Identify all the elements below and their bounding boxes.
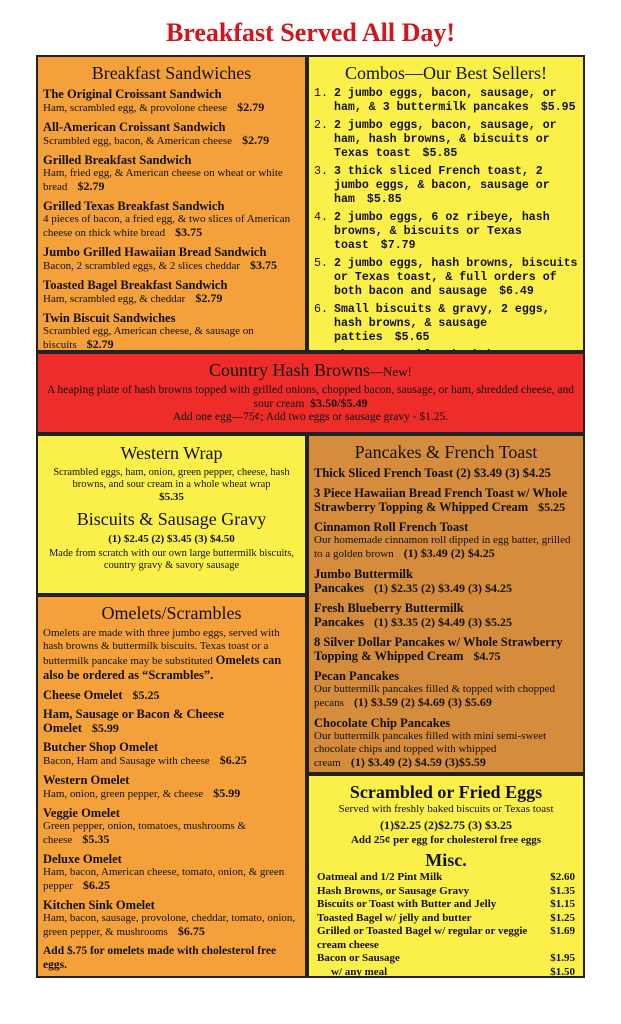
pancake-desc-line (314, 534, 578, 561)
omelet-name: Ham, Sausage or Bacon & Cheese Omelet (43, 707, 225, 735)
omelets-panel (36, 595, 307, 978)
pancake-desc-line (314, 683, 578, 710)
sandwich-price: $3.75 (175, 225, 203, 239)
combo-number: 1. (314, 87, 328, 100)
sandwich-item (43, 199, 300, 240)
pancake-item (314, 567, 578, 595)
pancake-name-line (314, 466, 578, 480)
hash-browns-panel (36, 352, 585, 434)
omelet-price: $5.99 (213, 786, 241, 800)
combo-text: 2 jumbo eggs, hash browns, biscuits or Texas toast, & full orders of both bacon and sausage (334, 257, 578, 298)
eggs-heading: Scrambled or Fried Eggs (349, 782, 543, 802)
pancake-list (314, 466, 578, 770)
combo-price: $7.79 (380, 239, 416, 252)
misc-name: Hash Browns, or Sausage Gravy (317, 884, 470, 897)
sandwich-name: Grilled Texas Breakfast Sandwich (43, 199, 225, 213)
omelet-price: $6.25 (82, 878, 110, 892)
sandwich-name: Grilled Breakfast Sandwich (43, 153, 192, 167)
pancake-price: (1) $3.49 (2) $4.25 (403, 546, 495, 560)
omelet-price: $6.25 (219, 753, 247, 767)
omelet-name: Butcher Shop Omelet (43, 740, 159, 754)
omelet-list (43, 688, 300, 939)
combo-item (314, 165, 578, 207)
combo-text: 3 thick sliced French toast, 2 jumbo eggs, & bacon, sausage or ham (334, 165, 550, 206)
omelet-name-line (43, 806, 300, 820)
eggs-prices: (1)$2.25 (2)$2.75 (3) $3.25 (380, 818, 512, 832)
eggs-misc-panel (307, 774, 585, 978)
sandwich-desc: Scrambled egg, bacon, & American cheese (43, 135, 233, 147)
misc-item (317, 952, 575, 966)
pancake-price: $5.25 (538, 500, 566, 514)
pancake-item (314, 635, 578, 663)
omelet-name: Veggie Omelet (43, 806, 120, 820)
omelet-price: $5.35 (82, 832, 110, 846)
pancake-price: $4.75 (473, 649, 501, 663)
breakfast-sandwiches-panel (36, 55, 307, 352)
misc-item (317, 871, 575, 885)
combo-item (314, 87, 578, 115)
hash-browns-heading: Country Hash Browns (209, 360, 371, 380)
biscuits-desc: Made from scratch with our own large buttermilk biscuits, country gravy & savory sausage (48, 548, 295, 571)
hash-browns-desc: A heaping plate of hash browns topped with grilled onions, chopped bacon, sausage, or ham, shredded cheese, and sour cream (47, 384, 574, 410)
combo-text: 2 jumbo eggs, bacon, sausage, or ham, hash browns, & biscuits or Texas toast (334, 119, 557, 160)
pancake-item (314, 601, 578, 629)
wrap-heading: Western Wrap (120, 443, 223, 463)
omelet-item (43, 852, 300, 893)
omelet-desc: Ham, bacon, American cheese, tomato, onion, & green pepper (43, 866, 285, 892)
sandwich-desc: Ham, fried egg, & American cheese on wheat or white bread (43, 167, 283, 193)
omelet-item (43, 740, 300, 768)
combo-price: $5.65 (394, 331, 430, 344)
misc-price: $1.25 (550, 911, 575, 924)
eggs-sub: Served with freshly baked biscuits or Texas toast (338, 803, 554, 815)
omelet-name: Deluxe Omelet (43, 852, 122, 866)
misc-price: $1.35 (550, 884, 575, 897)
misc-name: Oatmeal and 1/2 Pint Milk (317, 871, 443, 883)
misc-price: $2.60 (550, 871, 575, 883)
pancake-desc: Our buttermilk pancakes filled & topped with chopped pecans (314, 683, 556, 709)
pancake-item (314, 486, 578, 514)
omelet-name: Western Omelet (43, 773, 130, 787)
pancake-name: 8 Silver Dollar Pancakes w/ Whole Strawberry Topping & Whipped Cream (314, 635, 563, 663)
sandwich-price: $2.79 (242, 133, 270, 147)
combo-body (334, 87, 578, 115)
misc-list (317, 871, 575, 978)
eggs-addon: Add 25¢ per egg for cholesterol free eggs (350, 834, 542, 846)
sandwich-price: $3.75 (250, 258, 278, 272)
pancake-name-line (314, 716, 578, 730)
pancake-name-line (314, 601, 578, 629)
combos-panel (307, 55, 585, 352)
omelet-desc-line (43, 820, 300, 847)
misc-name: Grilled or Toasted Bagel w/ regular or veggie cream cheese (317, 925, 528, 951)
omelet-name-line (43, 688, 300, 702)
combo-text: 2 jumbo eggs, 6 oz ribeye, hash browns, & biscuits or Texas toast (334, 211, 550, 252)
omelets-heading: Omelets/Scrambles (101, 603, 242, 623)
omelets-footer: Add $.75 for omelets made with cholesterol free eggs. (43, 945, 277, 971)
combo-number: 2. (314, 119, 328, 132)
combo-body (334, 257, 578, 299)
sandwich-desc: Ham, scrambled egg, & provolone cheese (43, 102, 228, 114)
combo-item (314, 211, 578, 253)
hash-browns-price: $3.50/$5.49 (310, 396, 368, 410)
omelet-desc: Ham, bacon, sausage, provolone, cheddar, tomato, onion, green pepper, & mushrooms (43, 912, 296, 938)
omelet-desc-line (43, 754, 300, 768)
combo-number: 5. (314, 257, 328, 270)
pancake-name: Jumbo Buttermilk Pancakes (314, 567, 413, 595)
omelet-name-line (43, 852, 300, 866)
omelets-intro-bold: Omelets can also be ordered as “Scrambles”. (43, 653, 282, 682)
omelet-price: $5.25 (132, 688, 160, 702)
pancake-item (314, 669, 578, 710)
pancake-name-line (314, 520, 578, 534)
biscuits-prices: (1) $2.45 (2) $3.45 (3) $4.50 (108, 533, 235, 545)
pancake-price: (1) $3.35 (2) $4.49 (3) $5.25 (374, 615, 512, 629)
combo-price: $5.85 (366, 193, 402, 206)
pancake-price: (1) $3.49 (2) $4.59 (3)$5.59 (350, 755, 486, 769)
omelet-name-line (43, 740, 300, 754)
pancake-name: Cinnamon Roll French Toast (314, 520, 469, 534)
combo-body (334, 165, 578, 207)
sandwich-desc-line (43, 213, 300, 240)
pancake-name-line (314, 635, 578, 663)
sandwich-item (43, 87, 300, 115)
omelet-desc-line (43, 866, 300, 893)
combo-item (314, 303, 578, 345)
combo-price: $5.85 (422, 147, 458, 160)
combos-heading: Combos—Our Best Sellers! (345, 63, 547, 83)
sandwich-name: The Original Croissant Sandwich (43, 87, 222, 101)
sandwich-desc: Bacon, 2 scrambled eggs, & 2 slices cheddar (43, 260, 241, 272)
pancake-desc-line (314, 730, 578, 770)
sandwich-item (43, 245, 300, 273)
pancake-name-line (314, 486, 578, 514)
pancake-name-line (314, 567, 578, 595)
combo-text: Small biscuits & gravy, 2 eggs, hash browns, & sausage patties (334, 303, 550, 344)
pancake-item (314, 466, 578, 480)
pancake-name-line (314, 669, 578, 683)
sandwich-desc: 4 pieces of bacon, a fried egg, & two slices of American cheese on thick white bread (43, 213, 291, 239)
sandwich-desc: Ham, scrambled egg, & cheddar (43, 293, 186, 305)
omelet-item (43, 707, 300, 735)
pancake-desc: Our homemade cinnamon roll dipped in egg batter, grilled to a golden brown (314, 534, 571, 560)
omelet-name-line (43, 898, 300, 912)
new-tag: —New! (370, 364, 412, 379)
misc-item (317, 925, 575, 952)
combo-number: 4. (314, 211, 328, 224)
misc-item (317, 898, 575, 912)
hash-browns-addon: Add one egg—75¢; Add two eggs or sausage gravy - $1.25. (172, 411, 449, 423)
sandwich-name: Toasted Bagel Breakfast Sandwich (43, 278, 228, 292)
sandwich-price: $2.79 (86, 337, 114, 351)
omelet-name-line (43, 707, 300, 735)
omelet-item (43, 773, 300, 801)
omelet-price: $6.75 (177, 924, 205, 938)
combo-body (334, 303, 578, 345)
sandwich-item (43, 278, 300, 306)
omelet-item (43, 688, 300, 702)
misc-name: Toasted Bagel w/ jelly and butter (317, 911, 472, 924)
sandwich-price: $2.79 (77, 179, 105, 193)
page-title: Breakfast Served All Day! (165, 18, 456, 47)
sandwich-desc: Scrambled egg, American cheese, & sausage on biscuits (43, 325, 254, 351)
omelet-desc-line (43, 787, 300, 801)
pancakes-heading: Pancakes & French Toast (354, 442, 538, 462)
omelet-name: Kitchen Sink Omelet (43, 898, 155, 912)
pancake-desc: Our buttermilk pancakes filled with mini semi-sweet chocolate chips and topped with whipped cream (314, 730, 547, 769)
sandwich-price: $2.79 (195, 291, 223, 305)
sandwich-item (43, 153, 300, 194)
combo-list (314, 87, 578, 352)
wrap-biscuits-panel (36, 434, 307, 595)
sandwich-item (43, 120, 300, 148)
omelet-price: $5.99 (91, 721, 119, 735)
misc-item (317, 885, 575, 899)
sandwich-desc-line (43, 101, 300, 115)
pancake-name: Pecan Pancakes (314, 669, 400, 683)
combo-text: 2 jumbo eggs, bacon, sausage, or ham, & 3 buttermilk pancakes (334, 87, 557, 114)
pancake-item (314, 716, 578, 770)
misc-price: $1.15 (550, 898, 575, 910)
pancake-price: (1) $3.59 (2) $4.69 (3) $5.69 (353, 695, 492, 709)
misc-price: $1.95 (550, 952, 575, 964)
misc-item (317, 912, 575, 926)
pancake-item (314, 520, 578, 561)
misc-name: Bacon or Sausage (317, 952, 400, 964)
sandwich-desc-line (43, 167, 300, 194)
combo-body (334, 211, 578, 253)
pancake-price: (1) $2.35 (2) $3.49 (3) $4.25 (374, 581, 512, 595)
omelet-desc: Bacon, Ham and Sausage with cheese (43, 755, 210, 767)
combo-body (334, 119, 578, 161)
combo-price: $6.49 (499, 285, 534, 298)
omelet-name: Cheese Omelet (43, 688, 123, 702)
sandwich-desc-line (43, 259, 300, 273)
sandwich-desc-line (43, 292, 300, 306)
omelet-item (43, 806, 300, 847)
sandwich-price: $2.79 (237, 100, 265, 114)
misc-item (317, 966, 575, 979)
misc-price: $1.69 (550, 925, 575, 937)
sandwich-list (43, 87, 300, 352)
misc-heading: Misc. (425, 850, 467, 870)
combo-price: $5.95 (540, 101, 576, 114)
omelet-name-line (43, 773, 300, 787)
pancake-name: Fresh Blueberry Buttermilk Pancakes (314, 601, 464, 629)
combo-number: 6. (314, 303, 328, 316)
omelets-intro: Omelets are made with three jumbo eggs, served with hash browns & buttermilk biscuits. Texas toast or a buttermilk pancake may be substituted (43, 627, 280, 667)
misc-name: Biscuits or Toast with Butter and Jelly (317, 898, 497, 910)
omelet-desc: Ham, onion, green pepper, & cheese (43, 788, 204, 800)
pancake-name: Thick Sliced French Toast (2) $3.49 (3) $4.25 (314, 466, 551, 480)
biscuits-heading: Biscuits & Sausage Gravy (76, 509, 267, 529)
wrap-price: $5.35 (159, 491, 184, 503)
sandwich-desc-line (43, 134, 300, 148)
sandwiches-heading: Breakfast Sandwiches (91, 63, 252, 83)
combo-item (314, 257, 578, 299)
misc-name: w/ any meal (331, 965, 388, 978)
misc-price: $1.50 (550, 965, 575, 978)
pancakes-panel (307, 434, 585, 774)
wrap-desc: Scrambled eggs, ham, onion, green pepper, cheese, hash browns, and sour cream in a whole wheat wrap (53, 467, 290, 490)
omelet-desc-line (43, 912, 300, 939)
omelet-item (43, 898, 300, 939)
combo-number: 3. (314, 165, 328, 178)
combo-item (314, 119, 578, 161)
pancake-name: 3 Piece Hawaiian Bread French Toast w/ Whole Strawberry Topping & Whipped Cream (314, 486, 568, 514)
sandwich-name: Twin Biscuit Sandwiches (43, 311, 176, 325)
sandwich-name: All-American Croissant Sandwich (43, 120, 226, 134)
sandwich-name: Jumbo Grilled Hawaiian Bread Sandwich (43, 245, 267, 259)
pancake-name: Chocolate Chip Pancakes (314, 716, 451, 730)
sandwich-item (43, 311, 300, 352)
sandwich-desc-line (43, 325, 300, 352)
omelet-desc: Green pepper, onion, tomatoes, mushrooms & cheese (43, 820, 247, 846)
